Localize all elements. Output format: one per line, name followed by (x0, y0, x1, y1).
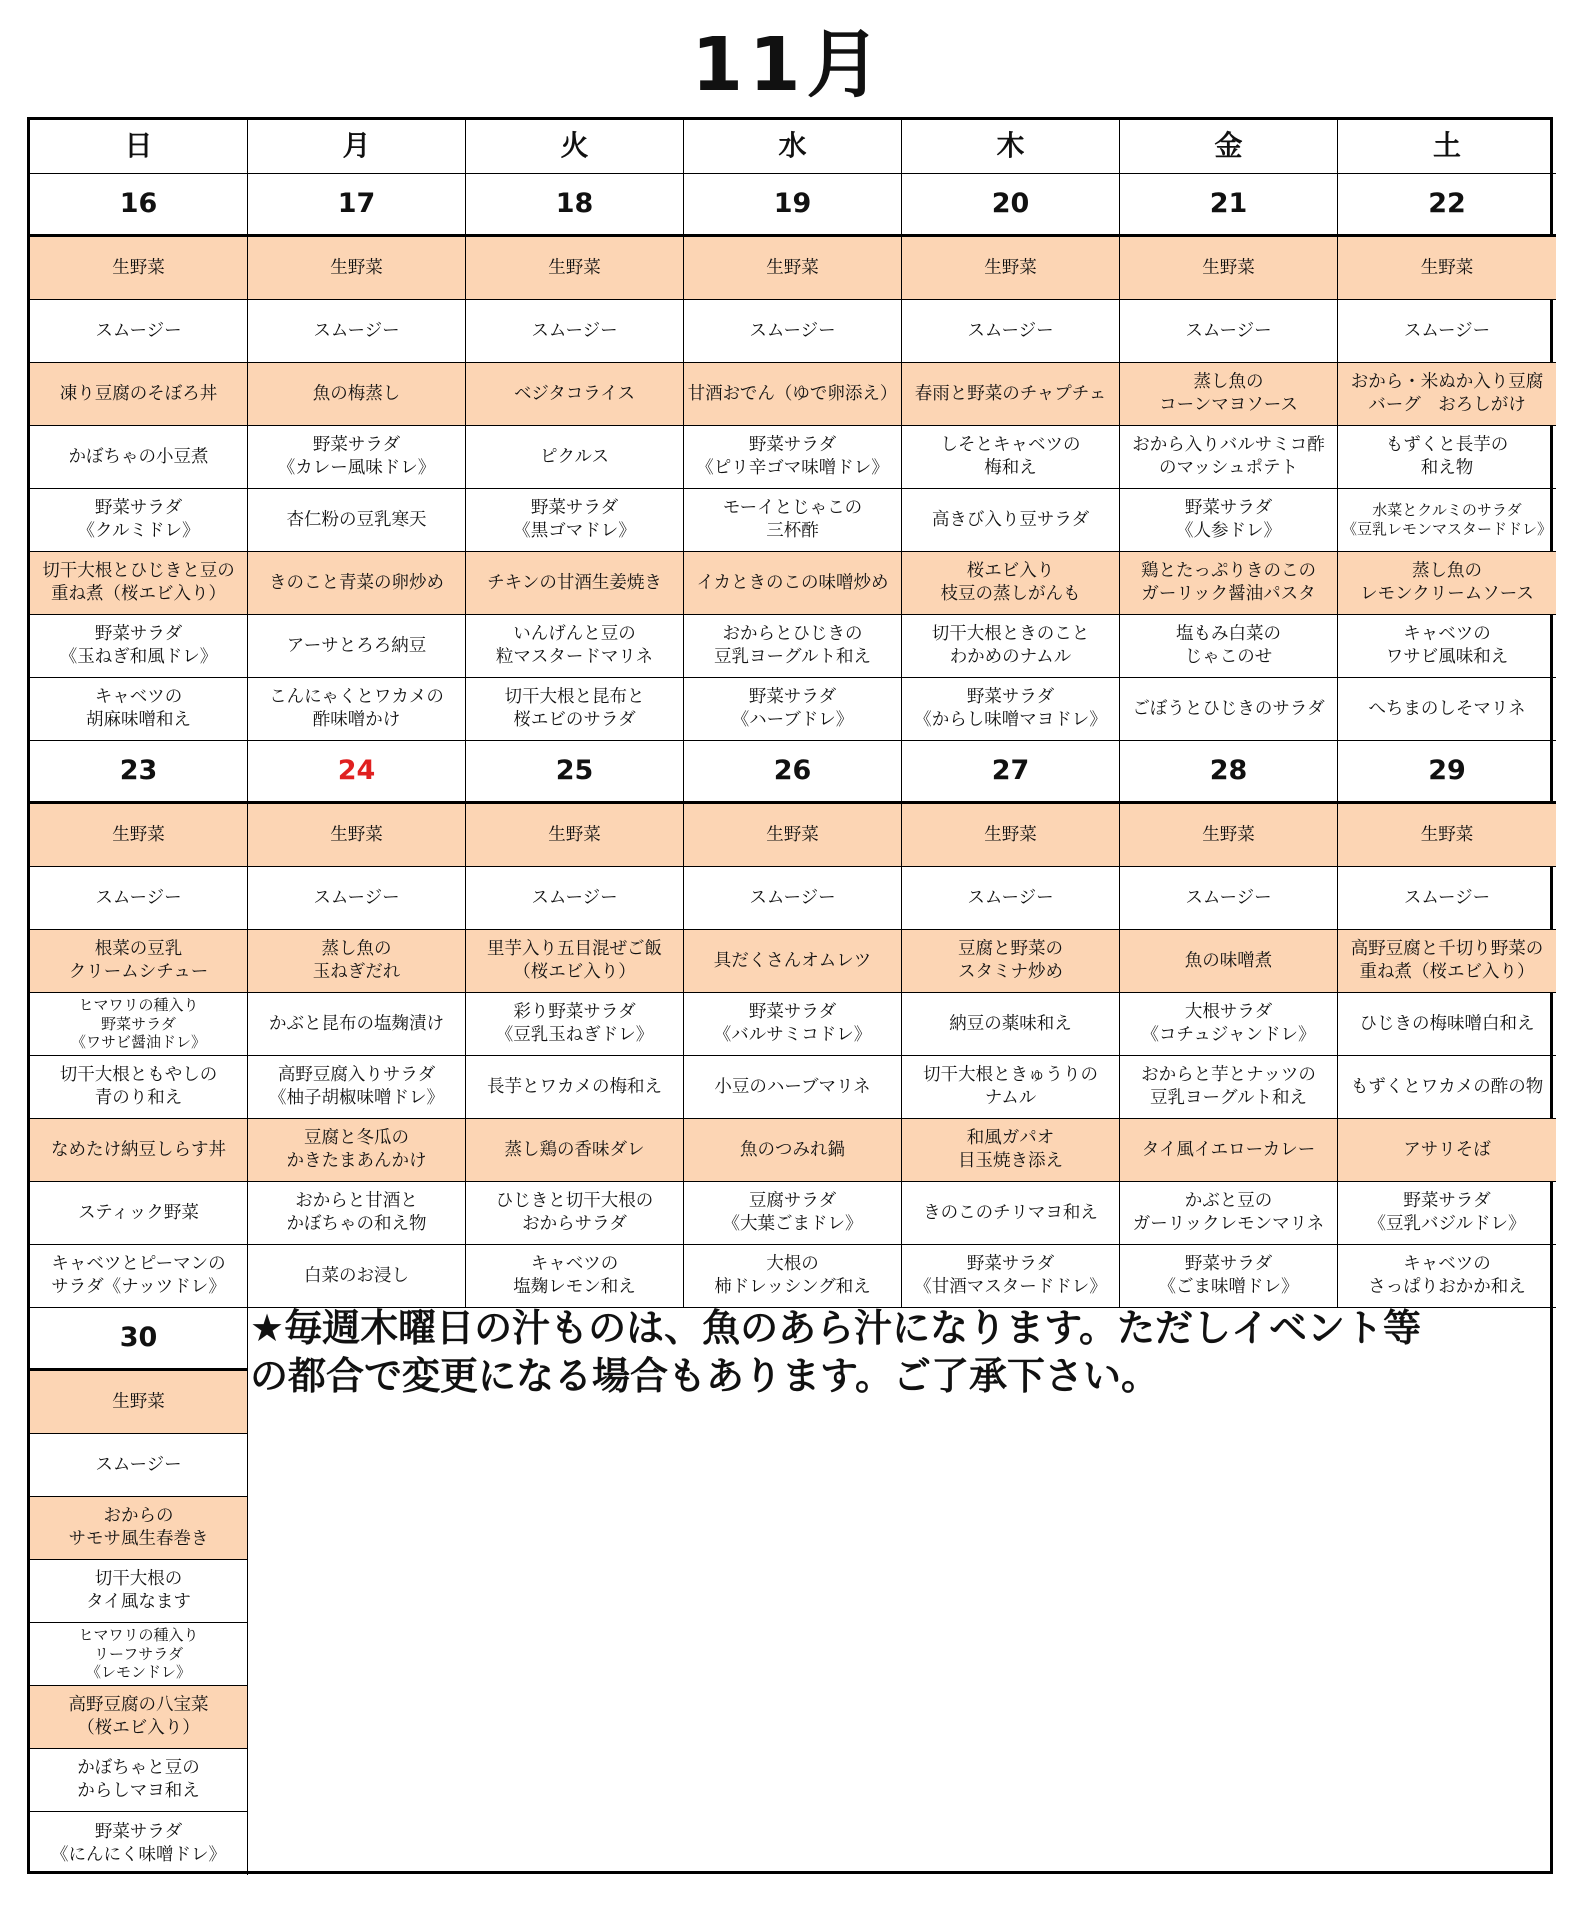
date-cell: 22 (1338, 174, 1556, 237)
menu-item: 野菜サラダ 《ハーブドレ》 (684, 678, 902, 741)
menu-item: おからとひじきの 豆乳ヨーグルト和え (684, 615, 902, 678)
menu-item: 生野菜 (1120, 237, 1338, 300)
notice-text: ★毎週木曜日の汁ものは、魚のあら汁になります。ただしイベント等 の都合で変更になる場合もあります。ご了承下さい。 (250, 1306, 1422, 1398)
menu-item: スムージー (1120, 867, 1338, 930)
menu-item: スムージー (684, 867, 902, 930)
menu-item: スムージー (1120, 300, 1338, 363)
menu-item: もずくとワカメの酢の物 (1338, 1056, 1556, 1119)
menu-item: キャベツの さっぱりおかか和え (1338, 1245, 1556, 1308)
menu-item: おから・米ぬか入り豆腐 バーグ おろしがけ (1338, 363, 1556, 426)
date-cell: 20 (902, 174, 1120, 237)
menu-item: 杏仁粉の豆乳寒天 (248, 489, 466, 552)
menu-item: ピクルス (466, 426, 684, 489)
menu-item: アサリそば (1338, 1119, 1556, 1182)
menu-item: スムージー (30, 1434, 248, 1497)
menu-item: かぼちゃの小豆煮 (30, 426, 248, 489)
menu-item: 生野菜 (466, 237, 684, 300)
menu-item: 納豆の薬味和え (902, 993, 1120, 1056)
menu-item: おからの サモサ風生春巻き (30, 1497, 248, 1560)
menu-item: 春雨と野菜のチャプチェ (902, 363, 1120, 426)
menu-item: 野菜サラダ 《豆乳バジルドレ》 (1338, 1182, 1556, 1245)
menu-item: 生野菜 (1338, 237, 1556, 300)
menu-item: ひじきの梅味噌白和え (1338, 993, 1556, 1056)
menu-item: 生野菜 (30, 237, 248, 300)
menu-item: スムージー (1338, 867, 1556, 930)
menu-item: いんげんと豆の 粒マスタードマリネ (466, 615, 684, 678)
menu-item: 切干大根ときのこと わかめのナムル (902, 615, 1120, 678)
menu-item: 桜エビ入り 枝豆の蒸しがんも (902, 552, 1120, 615)
menu-item: 切干大根ともやしの 青のり和え (30, 1056, 248, 1119)
menu-item: 高きび入り豆サラダ (902, 489, 1120, 552)
menu-item: かぼちゃと豆の からしマヨ和え (30, 1749, 248, 1812)
menu-item: 生野菜 (30, 804, 248, 867)
menu-item: へちまのしそマリネ (1338, 678, 1556, 741)
menu-item: 魚の味噌煮 (1120, 930, 1338, 993)
menu-item: 魚の梅蒸し (248, 363, 466, 426)
date-cell: 30 (30, 1308, 248, 1371)
menu-item: 大根の 柿ドレッシング和え (684, 1245, 902, 1308)
menu-item: 凍り豆腐のそぼろ丼 (30, 363, 248, 426)
menu-item: 長芋とワカメの梅和え (466, 1056, 684, 1119)
menu-item: 生野菜 (1120, 804, 1338, 867)
menu-item: きのこのチリマヨ和え (902, 1182, 1120, 1245)
menu-item: 高野豆腐入りサラダ 《柚子胡椒味噌ドレ》 (248, 1056, 466, 1119)
menu-item: 高野豆腐の八宝菜 （桜エビ入り） (30, 1686, 248, 1749)
date-cell: 18 (466, 174, 684, 237)
menu-item: 生野菜 (248, 804, 466, 867)
menu-item: 生野菜 (684, 237, 902, 300)
date-cell: 16 (30, 174, 248, 237)
menu-item: 切干大根の タイ風なます (30, 1560, 248, 1623)
menu-item: 蒸し鶏の香味ダレ (466, 1119, 684, 1182)
menu-item: ヒマワリの種入り リーフサラダ 《レモンドレ》 (30, 1623, 248, 1686)
weekday-header: 日 (30, 120, 248, 174)
menu-item: 野菜サラダ 《ピリ辛ゴマ味噌ドレ》 (684, 426, 902, 489)
menu-item: おからと甘酒と かぼちゃの和え物 (248, 1182, 466, 1245)
menu-item: かぶと豆の ガーリックレモンマリネ (1120, 1182, 1338, 1245)
menu-item: イカときのこの味噌炒め (684, 552, 902, 615)
menu-item: キャベツの ワサビ風味和え (1338, 615, 1556, 678)
menu-item: きのこと青菜の卵炒め (248, 552, 466, 615)
menu-item: スムージー (248, 867, 466, 930)
menu-item: 高野豆腐と千切り野菜の 重ね煮（桜エビ入り） (1338, 930, 1556, 993)
menu-item: ヒマワリの種入り 野菜サラダ 《ワサビ醤油ドレ》 (30, 993, 248, 1056)
menu-item: 和風ガパオ 目玉焼き添え (902, 1119, 1120, 1182)
date-cell: 26 (684, 741, 902, 804)
menu-item: スムージー (684, 300, 902, 363)
menu-item: 魚のつみれ鍋 (684, 1119, 902, 1182)
menu-item: 水菜とクルミのサラダ 《豆乳レモンマスタードドレ》 (1338, 489, 1556, 552)
menu-item: 蒸し魚の コーンマヨソース (1120, 363, 1338, 426)
date-cell: 27 (902, 741, 1120, 804)
menu-item: 白菜のお浸し (248, 1245, 466, 1308)
menu-item: スティック野菜 (30, 1182, 248, 1245)
menu-item: キャベツの 塩麹レモン和え (466, 1245, 684, 1308)
menu-item: スムージー (30, 867, 248, 930)
weekday-header: 火 (466, 120, 684, 174)
menu-item: チキンの甘酒生姜焼き (466, 552, 684, 615)
date-cell: 29 (1338, 741, 1556, 804)
menu-item: 野菜サラダ 《カレー風味ドレ》 (248, 426, 466, 489)
menu-item: 野菜サラダ 《クルミドレ》 (30, 489, 248, 552)
menu-item: ひじきと切干大根の おからサラダ (466, 1182, 684, 1245)
date-cell: 19 (684, 174, 902, 237)
menu-item: 鶏とたっぷりきのこの ガーリック醤油パスタ (1120, 552, 1338, 615)
menu-item: キャベツの 胡麻味噌和え (30, 678, 248, 741)
menu-item: 野菜サラダ 《黒ゴマドレ》 (466, 489, 684, 552)
menu-item: アーサとろろ納豆 (248, 615, 466, 678)
menu-item: おから入りバルサミコ酢 のマッシュポテト (1120, 426, 1338, 489)
menu-item: もずくと長芋の 和え物 (1338, 426, 1556, 489)
menu-item: スムージー (902, 867, 1120, 930)
menu-item: 切干大根と昆布と 桜エビのサラダ (466, 678, 684, 741)
menu-item: 生野菜 (248, 237, 466, 300)
weekday-header: 金 (1120, 120, 1338, 174)
weekday-header: 水 (684, 120, 902, 174)
menu-item: タイ風イエローカレー (1120, 1119, 1338, 1182)
menu-item: 野菜サラダ 《ごま味噌ドレ》 (1120, 1245, 1338, 1308)
menu-item: 根菜の豆乳 クリームシチュー (30, 930, 248, 993)
menu-item: 生野菜 (902, 237, 1120, 300)
menu-item: 野菜サラダ 《人参ドレ》 (1120, 489, 1338, 552)
date-cell: 25 (466, 741, 684, 804)
menu-item: 小豆のハーブマリネ (684, 1056, 902, 1119)
menu-item: 豆腐と冬瓜の かきたまあんかけ (248, 1119, 466, 1182)
menu-item: 具だくさんオムレツ (684, 930, 902, 993)
menu-item: 豆腐と野菜の スタミナ炒め (902, 930, 1120, 993)
date-cell: 23 (30, 741, 248, 804)
menu-item: 甘酒おでん（ゆで卵添え） (684, 363, 902, 426)
menu-item: 野菜サラダ 《甘酒マスタードドレ》 (902, 1245, 1120, 1308)
menu-item: 里芋入り五目混ぜご飯 （桜エビ入り） (466, 930, 684, 993)
menu-item: 蒸し魚の レモンクリームソース (1338, 552, 1556, 615)
menu-item: ごぼうとひじきのサラダ (1120, 678, 1338, 741)
menu-item: しそとキャベツの 梅和え (902, 426, 1120, 489)
menu-item: 生野菜 (466, 804, 684, 867)
menu-item: 生野菜 (684, 804, 902, 867)
menu-item: 野菜サラダ 《からし味噌マヨドレ》 (902, 678, 1120, 741)
menu-item: 塩もみ白菜の じゃこのせ (1120, 615, 1338, 678)
menu-item: キャベツとピーマンの サラダ《ナッツドレ》 (30, 1245, 248, 1308)
menu-item: 野菜サラダ 《バルサミコドレ》 (684, 993, 902, 1056)
menu-item: 野菜サラダ 《にんにく味噌ドレ》 (30, 1812, 248, 1875)
date-cell: 17 (248, 174, 466, 237)
menu-item: スムージー (902, 300, 1120, 363)
menu-item: 蒸し魚の 玉ねぎだれ (248, 930, 466, 993)
menu-item: スムージー (1338, 300, 1556, 363)
menu-item: スムージー (466, 300, 684, 363)
menu-item: 彩り野菜サラダ 《豆乳玉ねぎドレ》 (466, 993, 684, 1056)
menu-item: ベジタコライス (466, 363, 684, 426)
weekday-header: 木 (902, 120, 1120, 174)
page-title: 11月 (691, 22, 887, 108)
menu-item: こんにゃくとワカメの 酢味噌かけ (248, 678, 466, 741)
date-cell: 21 (1120, 174, 1338, 237)
menu-item: 生野菜 (1338, 804, 1556, 867)
menu-item: スムージー (466, 867, 684, 930)
menu-item: 野菜サラダ 《玉ねぎ和風ドレ》 (30, 615, 248, 678)
menu-item: 豆腐サラダ 《大葉ごまドレ》 (684, 1182, 902, 1245)
menu-item: おからと芋とナッツの 豆乳ヨーグルト和え (1120, 1056, 1338, 1119)
menu-item: 生野菜 (902, 804, 1120, 867)
menu-item: 大根サラダ 《コチュジャンドレ》 (1120, 993, 1338, 1056)
menu-item: 切干大根とひじきと豆の 重ね煮（桜エビ入り） (30, 552, 248, 615)
menu-item: スムージー (30, 300, 248, 363)
menu-item: かぶと昆布の塩麹漬け (248, 993, 466, 1056)
menu-item: スムージー (248, 300, 466, 363)
weekday-header: 土 (1338, 120, 1556, 174)
date-cell: 28 (1120, 741, 1338, 804)
date-cell: 24 (248, 741, 466, 804)
menu-item: 切干大根ときゅうりの ナムル (902, 1056, 1120, 1119)
menu-item: 生野菜 (30, 1371, 248, 1434)
menu-item: モーイとじゃこの 三杯酢 (684, 489, 902, 552)
menu-calendar (27, 117, 1553, 1874)
menu-item: なめたけ納豆しらす丼 (30, 1119, 248, 1182)
weekday-header: 月 (248, 120, 466, 174)
